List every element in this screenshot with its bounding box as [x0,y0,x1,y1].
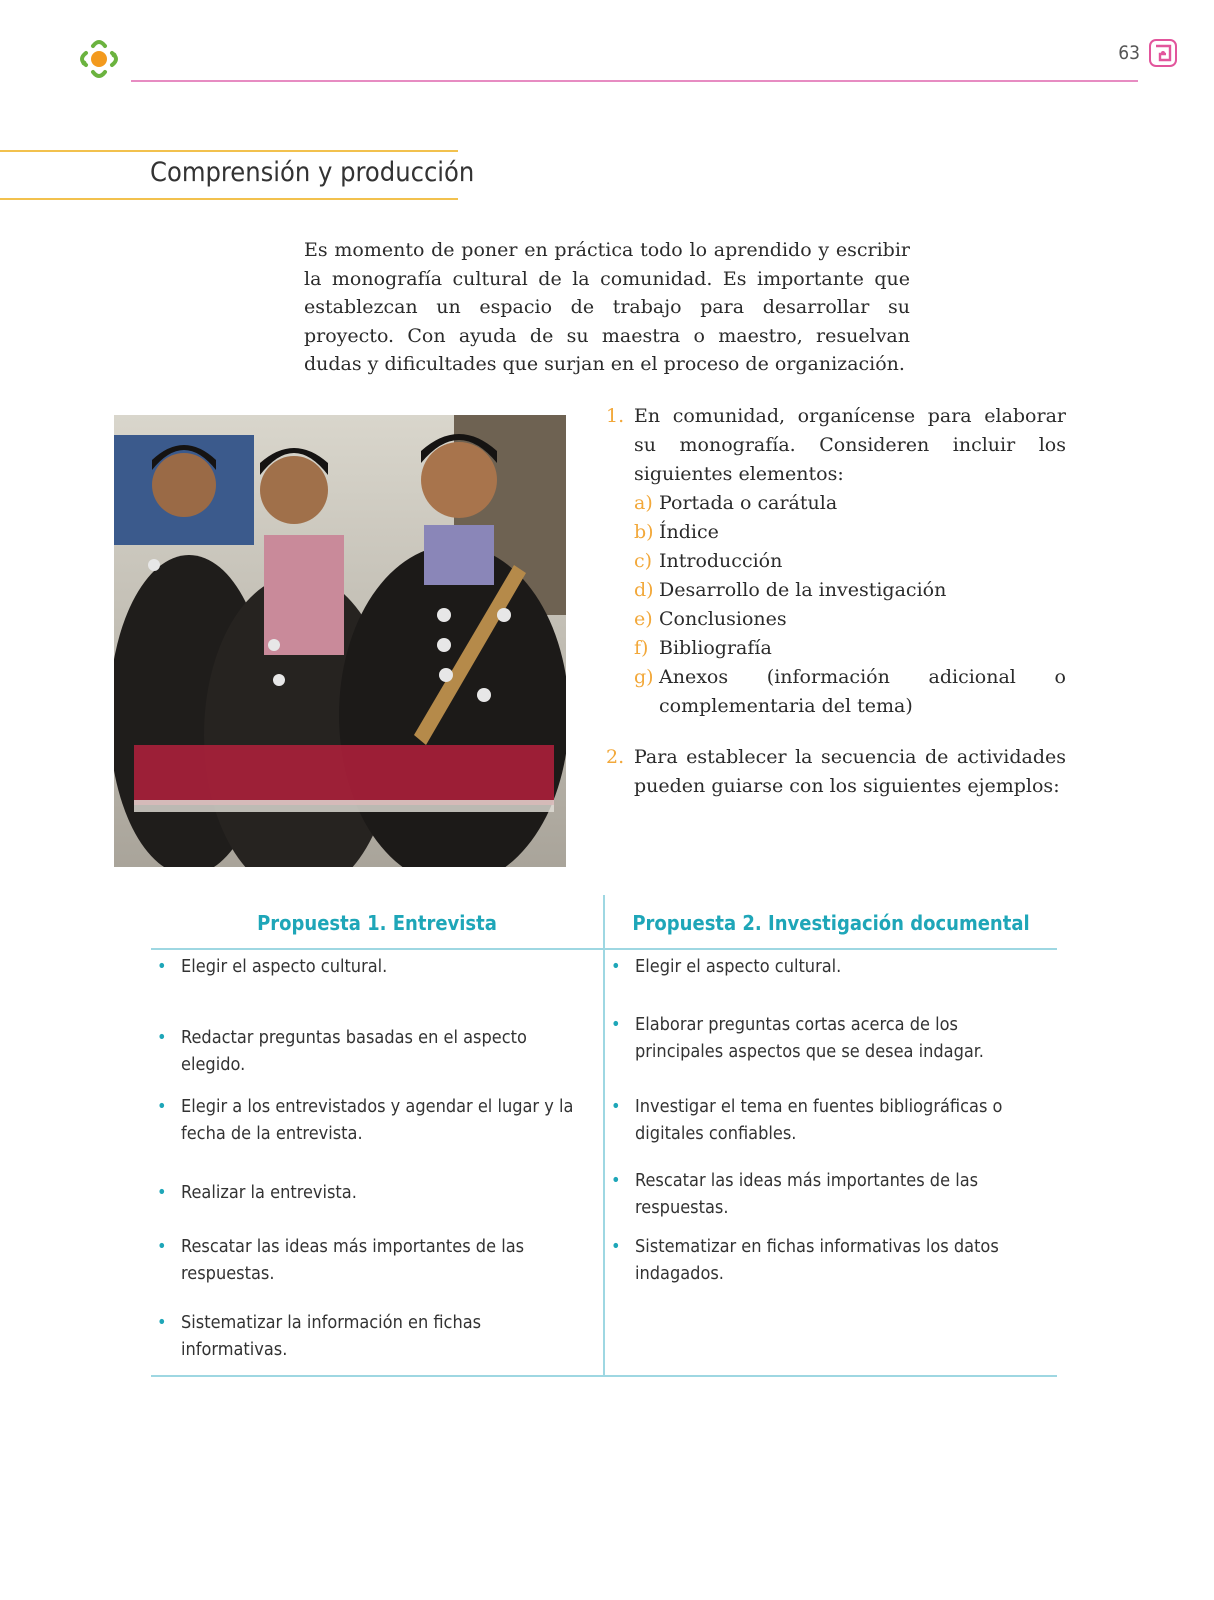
bullet-icon: • [157,1096,167,1117]
intro-paragraph: Es momento de poner en práctica todo lo aprendido y escribir la monografía cultural de la comunidad. Es importante que establezcan un espacio de trabajo para desarrollar su proyecto. Con ayuda de su maestra o maestro, resuelvan dudas y dificultades que surjan en el proceso de organización. [304,239,910,375]
bullet-icon: • [611,1014,621,1035]
list-item: d) Desarrollo de la investigación [634,579,947,601]
column-header-1: Propuesta 1. Entrevista [257,911,497,935]
proposals-table [151,895,1057,1377]
page-number: 63 [1118,42,1140,64]
list-item: g) Anexos (información adicional o complementaria del tema) [634,666,1066,717]
step-2 [606,743,1066,801]
table-row: • Rescatar las ideas más importantes de las respuestas. [157,1233,587,1287]
table-row: • Sistematizar la información en fichas informativas. [157,1309,587,1363]
element-list [634,489,1066,721]
table-row: • Realizar la entrevista. [157,1179,587,1206]
bullet-icon: • [157,1236,167,1257]
table-bottom-rule [151,1375,1057,1377]
table-row: • Rescatar las ideas más importantes de las respuestas. [611,1167,1051,1221]
list-item: c) Introducción [634,550,783,572]
section-title: Comprensión y producción [150,157,475,188]
bullet-icon: • [157,1027,167,1048]
step-1 [606,402,1066,721]
ornament-icon [1148,38,1178,68]
list-item: a) Portada o carátula [634,492,838,514]
header-divider [151,948,1057,950]
column-divider [603,895,605,1377]
table-row: • Elegir el aspecto cultural. [157,953,587,980]
table-row: • Sistematizar en fichas informativas los datos indagados. [611,1233,1051,1287]
bullet-icon: • [611,1170,621,1191]
bullet-icon: • [157,956,167,977]
community-photo [114,415,566,867]
step-1-number: 1. [606,405,625,427]
flower-logo-icon [72,32,126,86]
table-row: • Investigar el tema en fuentes bibliográficas o digitales confiables. [611,1093,1051,1147]
step-1-text: En comunidad, organícense para elaborar su monografía. Consideren incluir los siguientes elementos: [634,405,1066,485]
list-item: f) Bibliografía [634,637,772,659]
table-row: • Elegir el aspecto cultural. [611,953,1051,980]
step-2-number: 2. [606,746,625,768]
step-2-text: Para establecer la secuencia de actividades pueden guiarse con los siguientes ejemplos: [634,746,1066,797]
column-header-2: Propuesta 2. Investigación documental [632,911,1030,935]
table-row: • Elaborar preguntas cortas acerca de los principales aspectos que se desea indagar. [611,1011,1051,1065]
bullet-icon: • [157,1182,167,1203]
page-logo [72,32,126,86]
bullet-icon: • [611,1236,621,1257]
list-item: e) Conclusiones [634,608,787,630]
header-rule [131,80,1138,82]
instructions [606,402,1066,801]
table-row: • Redactar preguntas basadas en el aspecto elegido. [157,1024,587,1078]
table-row: • Elegir a los entrevistados y agendar el lugar y la fecha de la entrevista. [157,1093,587,1147]
list-item: b) Índice [634,521,719,543]
bullet-icon: • [611,1096,621,1117]
bullet-icon: • [611,956,621,977]
bullet-icon: • [157,1312,167,1333]
